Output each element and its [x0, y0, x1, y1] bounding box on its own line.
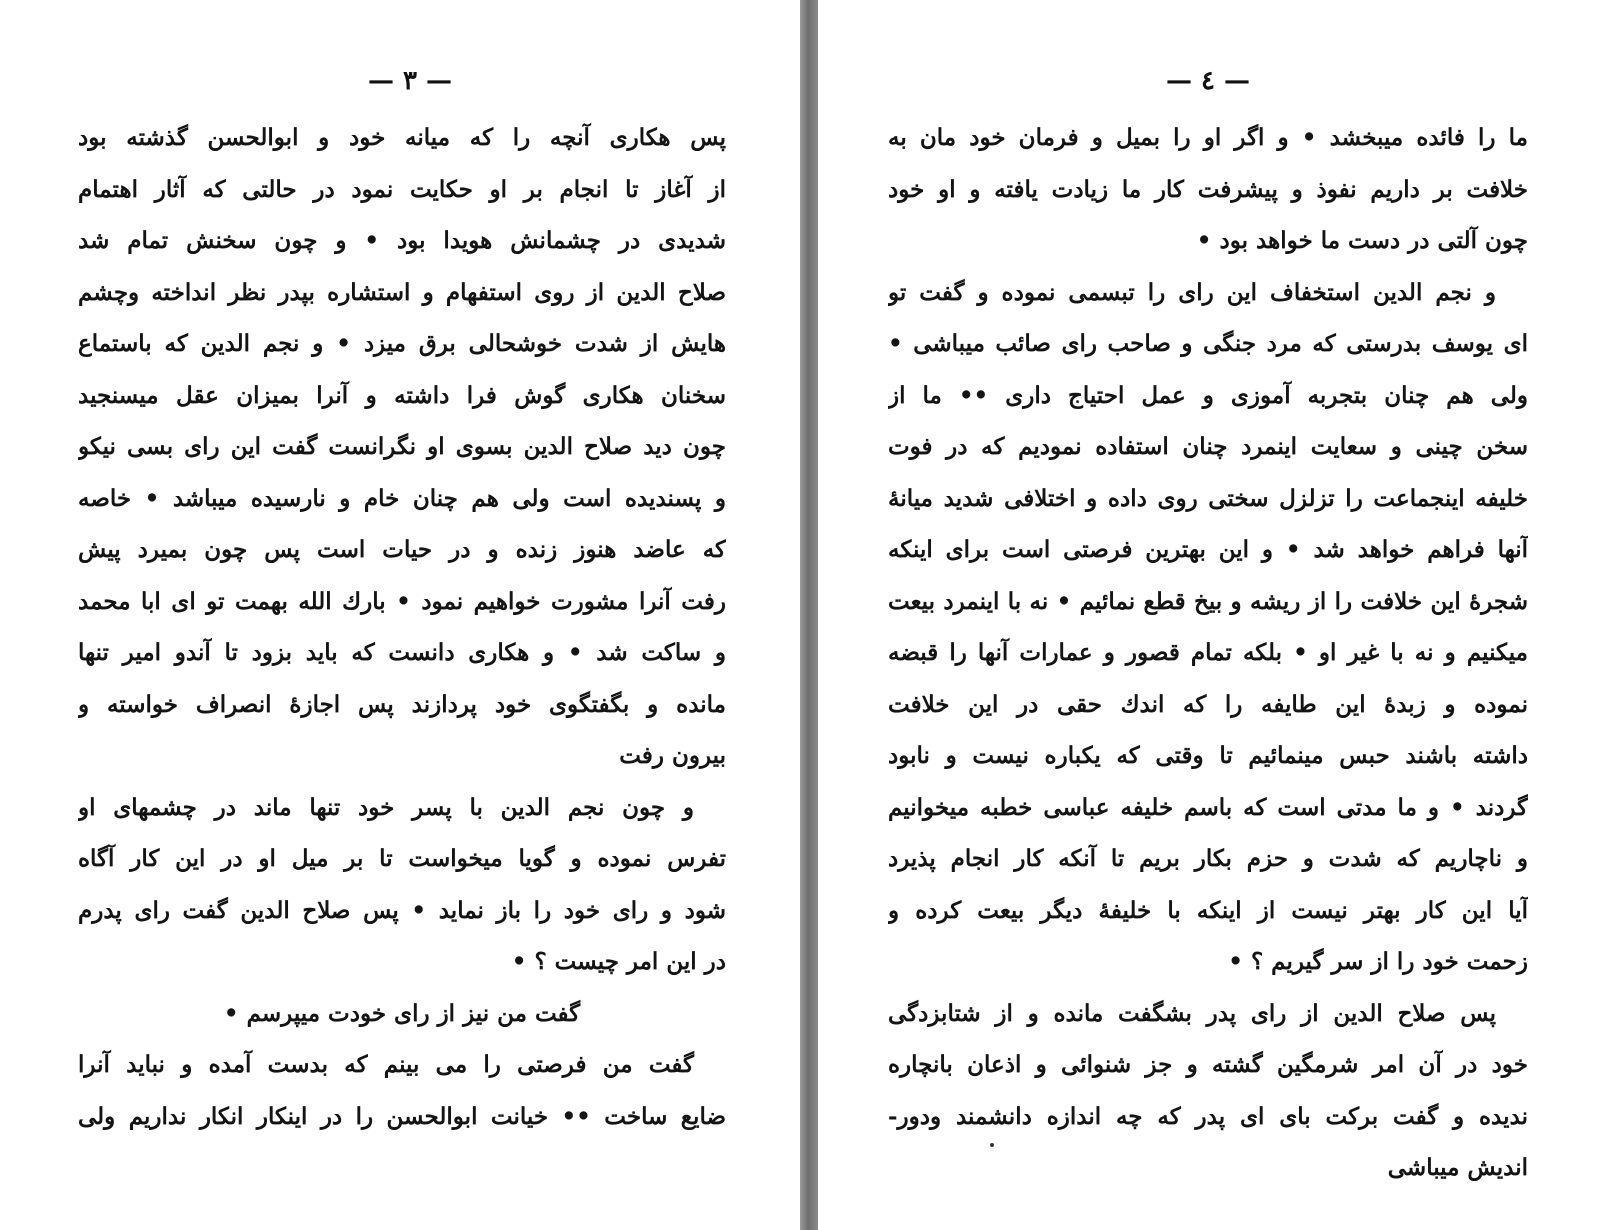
page-text: [78, 112, 726, 1142]
text-line: صلاح الدین از روی استفهام و استشاره بپدر نظر انداخته وچشم: [78, 278, 726, 306]
text-line: آنها فراهم خواهد شد • و این بهترین فرصتی است برای اینکه: [888, 536, 1528, 563]
text-line: تفرس نموده و گویا میخواست تا بر میل او در این کار آگاه: [78, 845, 726, 872]
right-page: [818, 0, 1615, 1230]
text-line: گفت من فرصتی را می بینم که بدست آمده و نباید آنرا: [78, 1051, 694, 1078]
text-line: ای یوسف بدرستی که مرد جنگی و صاحب رای صائب میباشی •: [888, 330, 1528, 357]
text-line: و ساکت شد • و هکاری دانست که باید بزود تا آندو امیر تنها: [78, 639, 726, 666]
left-page: [0, 0, 800, 1230]
text-line: خود در آن امر شرمگین گشته و جز شنوائی و اذعان بانچاره: [888, 1051, 1528, 1078]
page-number: — ٣ —: [367, 66, 453, 96]
text-line: نموده و زبدهٔ این طایفه را که اندك حقی در این خلافت: [888, 690, 1528, 718]
text-line: از آغاز تا انجام بر او حکایت نمود در حالتی که آثار اهتمام: [78, 175, 726, 203]
text-line: که عاضد هنوز زنده و در حیات است پس چون بمیرد پیش: [78, 536, 726, 563]
page-number: — ٤ —: [1165, 66, 1251, 96]
text-line: داشته باشند حبس مینمائیم تا وقتی که یکباره نیست و نابود: [888, 742, 1528, 769]
text-line: اندیش میباشی: [1387, 1154, 1528, 1181]
text-line: هایش از شدت خوشحالی برق میزد • و نجم الدین که باستماع: [78, 330, 726, 357]
text-line: ندیده و گفت برکت بای ای پدر که چه اندازه دانشمند ودور-: [888, 1102, 1528, 1130]
text-line: ما را فائده میبخشد • و اگر او را بمیل و فرمان خود مان به: [888, 124, 1528, 151]
text-line: ضایع ساخت •• خیانت ابوالحسن را در اینکار انکار نداریم ولی: [78, 1102, 726, 1130]
text-line: آیا این کار بهتر نیست از اینکه با خلیفهٔ دیگر بیعت کرده و: [888, 896, 1528, 924]
text-line: زحمت خود را از سر گیریم ؟ •: [1228, 948, 1528, 975]
text-line: میکنیم و نه با غیر او • بلکه تمام قصور و عمارات آنها را قبضه: [888, 639, 1528, 666]
text-line: چون دید صلاح الدین بسوی او نگرانست گفت این رای بسی نیکو: [78, 433, 726, 460]
text-line: سخن چینی و سعایت اینمرد چنان استفاده نمودیم که در فوت: [888, 433, 1528, 460]
text-line: خلافت بر داریم نفوذ و پیشرفت کار ما زیادت یافته و او خود: [888, 175, 1528, 203]
text-line: و نجم الدین استخفاف این رای را تبسمی نموده و گفت تو: [888, 278, 1496, 306]
text-line: بیرون رفت: [619, 742, 726, 769]
text-line: خلیفه اینجماعت را تزلزل سختی روی داده و اختلافی شدید میانهٔ: [888, 484, 1528, 512]
text-line: ولی هم چنان بتجربه آموزی و عمل احتیاج داری •• ما از: [888, 381, 1528, 409]
text-line: گردند • و ما مدتی است که باسم خلیفه عباسی خطبه میخوانیم: [888, 793, 1528, 821]
text-line: مانده و بگفتگوی خود پردازند پس اجازهٔ انصراف خواسته و: [78, 690, 726, 718]
ink-speck: [990, 1143, 994, 1147]
book-gutter: [800, 0, 818, 1230]
text-line: چون آلتی در دست ما خواهد بود •: [1196, 227, 1528, 254]
text-line: پس هکاری آنچه را که میانه خود و ابوالحسن گذشته بود: [78, 124, 726, 151]
text-line: شجرهٔ این خلافت را از ریشه و بیخ قطع نمائیم • نه با اینمرد بیعت: [888, 587, 1528, 615]
text-line: و ناچاریم که شدت و حزم بکار بریم تا آنکه کار انجام پذیرد: [888, 845, 1528, 872]
text-line: گفت من نیز از رای خودت میپرسم •: [223, 999, 581, 1027]
text-line: و چون نجم الدین با پسر خود تنها ماند در چشمهای او: [78, 793, 694, 821]
text-line: در این امر چیست ؟ •: [511, 948, 726, 975]
text-line: شدیدی در چشمانش هویدا بود • و چون سخنش تمام شد: [78, 227, 726, 254]
text-line: شود و رای خود را باز نماید • پس صلاح الدین گفت رای پدرم: [78, 896, 726, 924]
text-line: پس صلاح الدین از رای پدر بشگفت مانده و از شتابزدگی: [888, 999, 1496, 1027]
text-line: و پسندیده است ولی هم چنان خام و نارسیده میباشد • خاصه: [78, 484, 726, 512]
text-line: سخنان هکاری گوش فرا داشته و آنرا بمیزان عقل میسنجید: [78, 381, 726, 409]
page-text: [888, 112, 1528, 1194]
text-line: رفت آنرا مشورت خواهیم نمود • بارك الله بهمت تو ای ابا محمد: [78, 587, 726, 615]
